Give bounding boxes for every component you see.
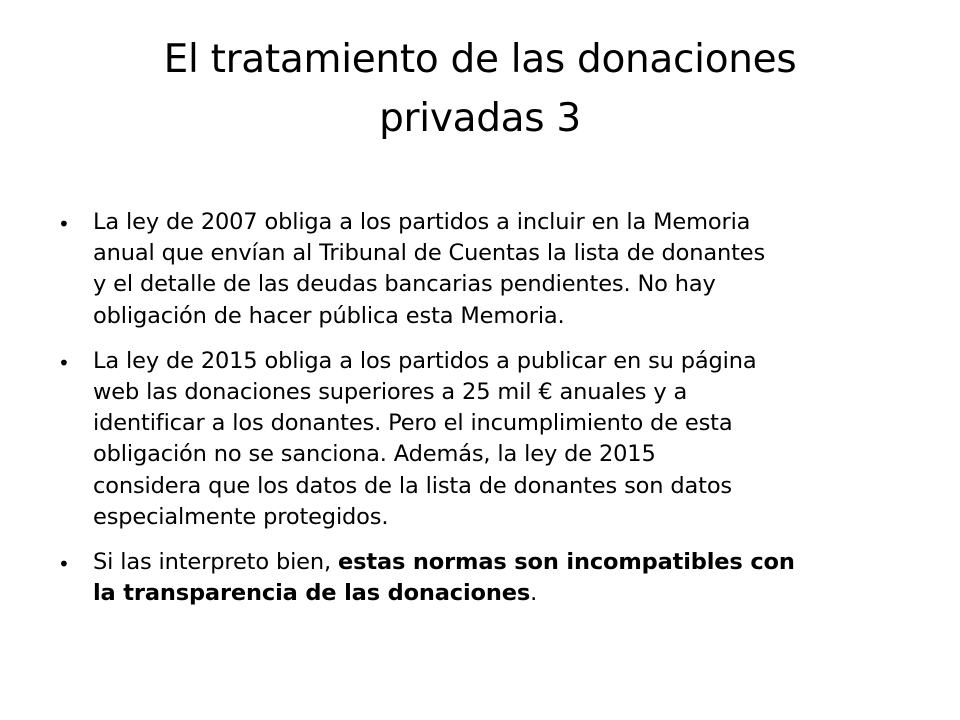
- bullet-line: obligación no se sanciona. Además, la ley de 2015: [93, 441, 656, 468]
- bullet-line: y el detalle de las deudas bancarias pendientes. No hay: [93, 271, 716, 298]
- bullet-marker: •: [58, 552, 70, 577]
- bullet-line: web las donaciones superiores a 25 mil € anuales y a: [93, 379, 688, 406]
- bullet-item-conclusion: [58, 547, 918, 609]
- bullet-item-ley-2007: [58, 207, 918, 332]
- conclusion-emphasis-text: estas normas son incompatibles con: [338, 549, 795, 576]
- bullet-list: [58, 207, 918, 623]
- bullet-marker: •: [58, 350, 70, 375]
- bullet-text: [93, 547, 918, 609]
- bullet-marker: •: [58, 212, 70, 236]
- slide-title: [66, 30, 894, 148]
- bullet-line: considera que los datos de la lista de donantes son datos: [93, 472, 733, 499]
- bullet-line: [93, 578, 918, 609]
- bullet-line: La ley de 2007 obliga a los partidos a incluir en la Memoria: [93, 209, 751, 235]
- bullet-item-ley-2015: [58, 346, 918, 533]
- title-line-1: El tratamiento de las donaciones: [163, 37, 797, 82]
- conclusion-intro-text: Si las interpreto bien,: [93, 549, 338, 576]
- bullet-text: [93, 207, 918, 332]
- conclusion-period: .: [530, 580, 538, 607]
- title-line-2: privadas 3: [379, 96, 581, 141]
- bullet-line: identificar a los donantes. Pero el incumplimiento de esta: [93, 410, 733, 437]
- conclusion-emphasis-text: la transparencia de las donaciones: [93, 580, 531, 607]
- bullet-line: La ley de 2015 obliga a los partidos a publicar en su página: [93, 347, 757, 374]
- bullet-line: especialmente protegidos.: [93, 503, 389, 530]
- bullet-line: anual que envían al Tribunal de Cuentas la lista de donantes: [93, 240, 766, 267]
- bullet-line: obligación de hacer pública esta Memoria.: [93, 302, 565, 329]
- bullet-line: [93, 547, 918, 578]
- bullet-text: [93, 346, 918, 533]
